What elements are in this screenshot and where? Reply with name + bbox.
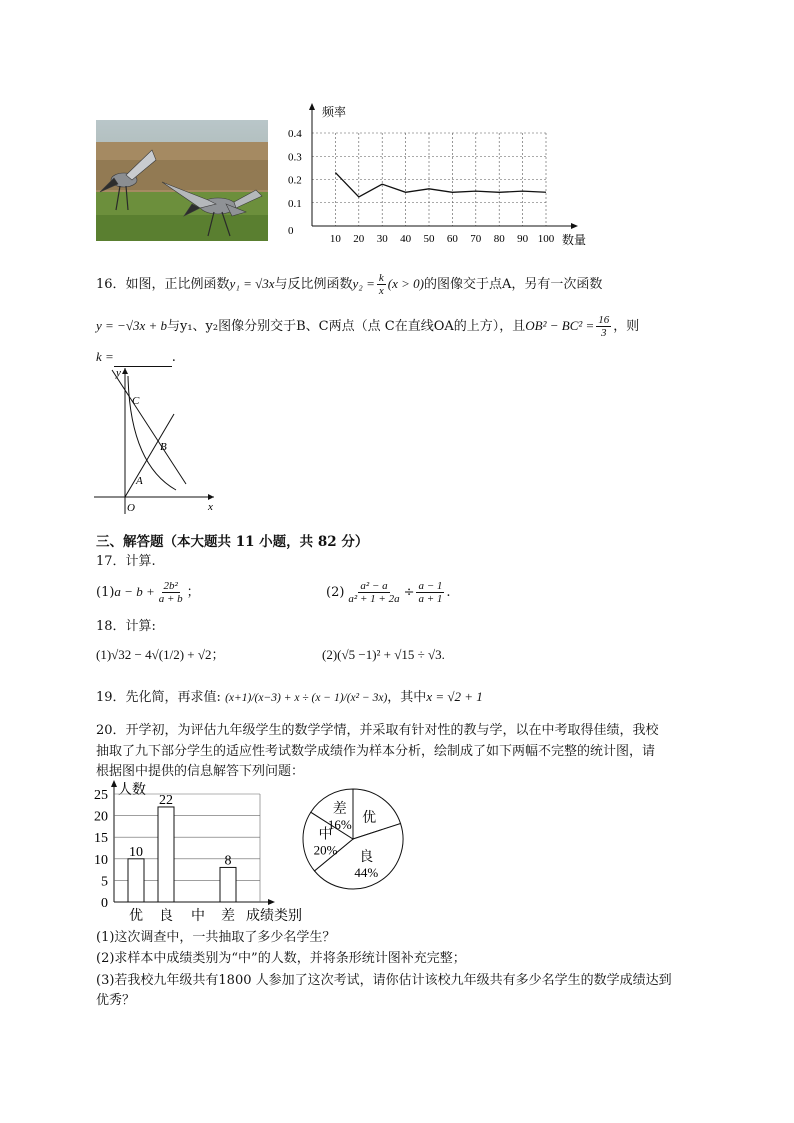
q16-condition: OB² − BC² = (525, 318, 595, 333)
q16-text: . (171, 350, 176, 365)
freq-ticks (288, 128, 555, 245)
x-tick-label: 40 (400, 233, 412, 245)
fraction-den: x (378, 285, 384, 297)
q17-expr: a − b + (114, 584, 155, 599)
part-label: (2) (326, 585, 345, 600)
x-tick-label: 90 (517, 233, 529, 245)
q20-line1: 20．开学初，为评估九年级学生的数学学情，并采取有针对性的教与学，以在中考取得佳绩，我校 (96, 723, 659, 738)
y-tick-label: 25 (94, 788, 108, 803)
q20-sub3-line1: (3)若我校九年级共有1800 人参加了这次考试，请你估计该校九年级共有多少名学生的数学成绩达到 (96, 973, 672, 988)
q18-part1: (1)√32 − 4√(1/2) + √2； (96, 647, 225, 662)
q16-text: ，则 (613, 319, 640, 334)
section-heading: 三、解答题（本大题共 11 小题，共 82 分） (96, 534, 369, 550)
fraction-den: 3 (601, 327, 607, 339)
punct: . (446, 585, 451, 600)
q16-y1: y₁ = √3x (229, 276, 275, 291)
y-axis-arrow (111, 780, 117, 787)
fraction-num: a² − a (360, 580, 388, 592)
pie-label: 优 (362, 810, 377, 826)
q16-text: 16．如图，正比例函数 (96, 277, 230, 292)
y-tick-label: 20 (94, 809, 108, 825)
bar-data-label: 22 (159, 792, 173, 808)
fraction-num: k (378, 272, 384, 284)
point-c-label: C (132, 395, 140, 407)
fraction-num: a − 1 (418, 580, 443, 592)
freq-series-line (335, 173, 546, 197)
pie-percent-label: 44% (354, 865, 379, 881)
q17-fraction (157, 580, 185, 605)
pie-percent-label: 20% (313, 842, 338, 858)
y-tick-label: 0.4 (288, 128, 302, 140)
category-label: 差 (221, 909, 235, 924)
freq-xlabel: 数量 (562, 233, 587, 247)
q16-fraction (377, 272, 386, 297)
y-tick-label: 0.2 (288, 174, 302, 187)
y-tick-label: 0 (101, 896, 108, 911)
pie-percent-label: 16% (327, 816, 352, 832)
x-tick-label: 30 (376, 233, 388, 245)
bar-xlabel: 成绩类别 (246, 909, 302, 924)
q17-fraction (346, 580, 401, 605)
x-axis-arrow (268, 899, 275, 905)
pie-chart (298, 784, 408, 894)
fraction-den: a² + 1 + 2a (348, 593, 400, 605)
q19-line (96, 688, 483, 707)
y-tick-label: 15 (94, 831, 108, 847)
q18-part2: (2)(√5 −1)² + √15 ÷ √3. (322, 647, 445, 662)
q16-line1 (96, 272, 602, 297)
freq-grid (312, 133, 546, 226)
y-tick-label: 0.1 (288, 197, 302, 210)
q19-text: 19．先化简，再求值: (96, 690, 221, 705)
q16-linear-fn: y = −√3x + b (96, 318, 167, 333)
q16-domain: (x > 0) (387, 276, 424, 291)
x-tick-label: 50 (423, 233, 435, 245)
q17-title: 17．计算. (96, 554, 156, 569)
q17-part1 (96, 580, 200, 605)
pie-label: 中 (318, 827, 333, 843)
origin-label: O (127, 502, 135, 514)
point-b-label: B (160, 441, 167, 453)
x-axis-arrow (208, 494, 214, 500)
q16-k: k = (96, 349, 114, 364)
bar (128, 859, 144, 902)
y-tick-label: 0 (288, 225, 294, 237)
x-tick-label: 80 (493, 233, 505, 245)
q19-value: x = √2 + 1 (426, 689, 483, 704)
q16-y2: y₂ = (352, 276, 375, 291)
punct: ； (186, 585, 200, 600)
x-tick-label: 100 (537, 233, 555, 245)
bar-ylabel: 人数 (118, 783, 146, 798)
x-tick-label: 60 (446, 233, 458, 245)
x-tick-label: 20 (353, 233, 365, 245)
x-label: x (208, 501, 213, 513)
x-tick-label: 70 (470, 233, 482, 245)
bar-chart (92, 780, 317, 930)
q16-line2 (96, 314, 639, 339)
category-label: 良 (159, 909, 173, 924)
q16-text: 与y₁、y₂图像分别交于B、C两点（点 C在直线OA的上方），且 (167, 319, 526, 334)
x-tick-label: 10 (329, 233, 341, 245)
point-a-label: A (136, 475, 143, 487)
q19-expr: (x+1)/(x−3) + x ÷ (x − 1)/(x² − 3x) (225, 692, 388, 704)
fraction-den: a + 1 (418, 593, 443, 605)
y-axis-arrow (309, 103, 315, 110)
q20-line3: 根据图中提供的信息解答下列问题： (96, 764, 305, 779)
bar (158, 807, 174, 902)
q20-sub3-line2: 优秀？ (96, 993, 136, 1008)
y-tick-label: 5 (101, 874, 108, 890)
q16-text: 与反比例函数 (274, 277, 353, 292)
pie-label: 良 (359, 850, 374, 866)
bar (220, 867, 236, 902)
fraction-den: a + b (158, 593, 183, 605)
y-axis-arrow (122, 368, 128, 374)
y-label: y (116, 367, 121, 379)
frequency-chart (282, 100, 602, 250)
bar-data-label: 8 (224, 853, 232, 869)
divide-sign: ÷ (403, 585, 415, 600)
q17-fraction (416, 580, 444, 605)
proportional-line (125, 414, 174, 497)
pie-label: 差 (332, 801, 347, 817)
y-tick-label: 0.3 (288, 151, 302, 164)
q19-text: ，其中 (387, 690, 427, 705)
category-label: 优 (129, 909, 143, 924)
part-label: (1) (96, 585, 115, 600)
q17-part2 (326, 580, 451, 605)
crane-photo (96, 120, 268, 241)
fraction-num: 16 (598, 314, 610, 326)
category-label: 中 (191, 909, 205, 924)
q20-sub2: (2)求样本中成绩类别为“中”的人数，并将条形统计图补充完整； (96, 951, 466, 966)
fraction-num: 2b² (163, 580, 178, 592)
x-axis-arrow (571, 223, 578, 229)
hyperbola-curve (128, 376, 176, 490)
q18-title: 18．计算: (96, 619, 156, 634)
q16-fraction (596, 314, 611, 339)
function-graph (94, 364, 224, 516)
q20-sub1: (1)这次调查中，一共抽取了多少名学生？ (96, 930, 336, 945)
freq-ylabel: 频率 (322, 105, 347, 119)
linear-line (112, 370, 186, 484)
y-tick-label: 10 (94, 852, 108, 868)
q16-text: 的图像交于点A，另有一次函数 (423, 277, 603, 292)
q20-line2: 抽取了九下部分学生的适应性考试数学成绩作为样本分析，绘制成了如下两幅不完整的统计图，请 (96, 744, 656, 759)
bar-data-label: 10 (129, 844, 143, 860)
